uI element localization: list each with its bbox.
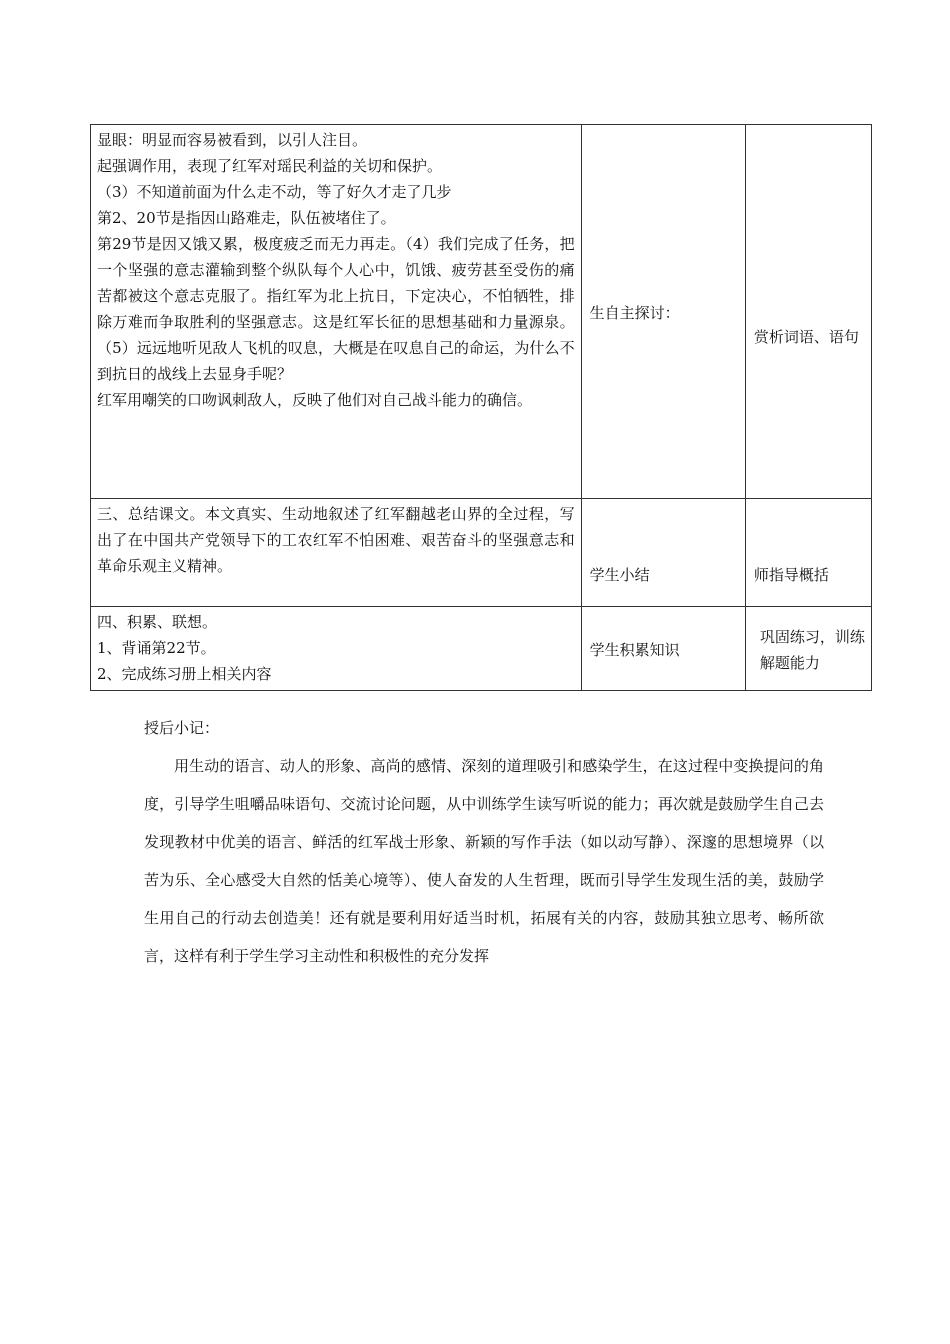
- content-line: 1、背诵第22节。: [97, 639, 216, 657]
- content-paragraph: 红军用嘲笑的口吻讽刺敌人，反映了他们对自己战斗能力的确信。: [97, 391, 533, 409]
- content-line: （3）不知道前面为什么走不动，等了好久才走了几步: [97, 183, 452, 201]
- content-cell: [91, 499, 582, 607]
- student-activity-cell: [581, 607, 745, 691]
- table-row: [91, 125, 872, 499]
- notes-body: 用生动的语言、动人的形象、高尚的感情、深刻的道理吸引和感染学生，在这过程中变换提问的角度，引导学生咀嚼品味语句、交流讨论问题，从中训练学生读写听说的能力；再次就是鼓励学生自己去发现教材中优美的语言、鲜活的红军战士形象、新颖的写作手法（如以动写静）、深邃的思想境界（以苦为乐、全心感受大自然的恬美心境等）、使人奋发的人生哲理，既而引导学生发现生活的美，鼓励学生用自己的行动去创造美！还有就是要利用好适当时机，拓展有关的内容，鼓励其独立思考、畅所欲言，这样有利于学生学习主动性和积极性的充分发挥: [144, 757, 824, 965]
- student-activity-cell: [581, 499, 745, 607]
- table-row: [91, 499, 872, 607]
- teacher-activity-cell: [745, 607, 871, 691]
- teacher-activity-cell: [745, 499, 871, 607]
- teacher-activity-text: 师指导概括: [753, 566, 829, 584]
- content-paragraph: 三、总结课文。本文真实、生动地叙述了红军翻越老山界的全过程，写出了在中国共产党领导下的工农红军不怕困难、艰苦奋斗的坚强意志和革命乐观主义精神。: [97, 505, 575, 575]
- lesson-plan-table: [90, 124, 872, 691]
- notes-title: 授后小记：: [144, 719, 220, 737]
- student-activity-text: 学生积累知识: [589, 640, 680, 659]
- content-cell: [91, 607, 582, 691]
- teacher-activity-cell: [745, 125, 871, 499]
- post-lesson-notes: [144, 715, 824, 975]
- content-line: 显眼：明显而容易被看到，以引人注目。: [97, 131, 368, 149]
- table-row: [91, 607, 872, 691]
- content-line: 2、完成练习册上相关内容: [97, 665, 272, 683]
- content-paragraph: 第29节是因又饿又累，极度疲乏而无力再走。（4）我们完成了任务，把一个坚强的意志灌输到整个纵队每个人心中，饥饿、疲劳甚至受伤的痛苦都被这个意志克服了。指红军为北上抗日，下定决心，不怕牺牲，排除万难而争取胜利的坚强意志。这是红军长征的思想基础和力量源泉。（5）远远地听见敌人飞机的叹息，大概是在叹息自己的命运，为什么不到抗日的战线上去显身手呢？: [97, 235, 575, 383]
- student-activity-text: 生自主探讨：: [589, 303, 680, 322]
- student-activity-text: 学生小结: [589, 566, 650, 584]
- content-cell: [91, 125, 582, 499]
- student-activity-cell: [581, 125, 745, 499]
- content-line: 第2、20节是指因山路难走，队伍被堵住了。: [97, 209, 396, 227]
- content-line: 四、积累、联想。: [97, 613, 218, 631]
- content-line: 起强调作用，表现了红军对瑶民利益的关切和保护。: [97, 157, 443, 175]
- teacher-activity-text: 巩固练习，训练解题能力: [759, 627, 865, 672]
- teacher-activity-text: 赏析词语、语句: [753, 327, 859, 346]
